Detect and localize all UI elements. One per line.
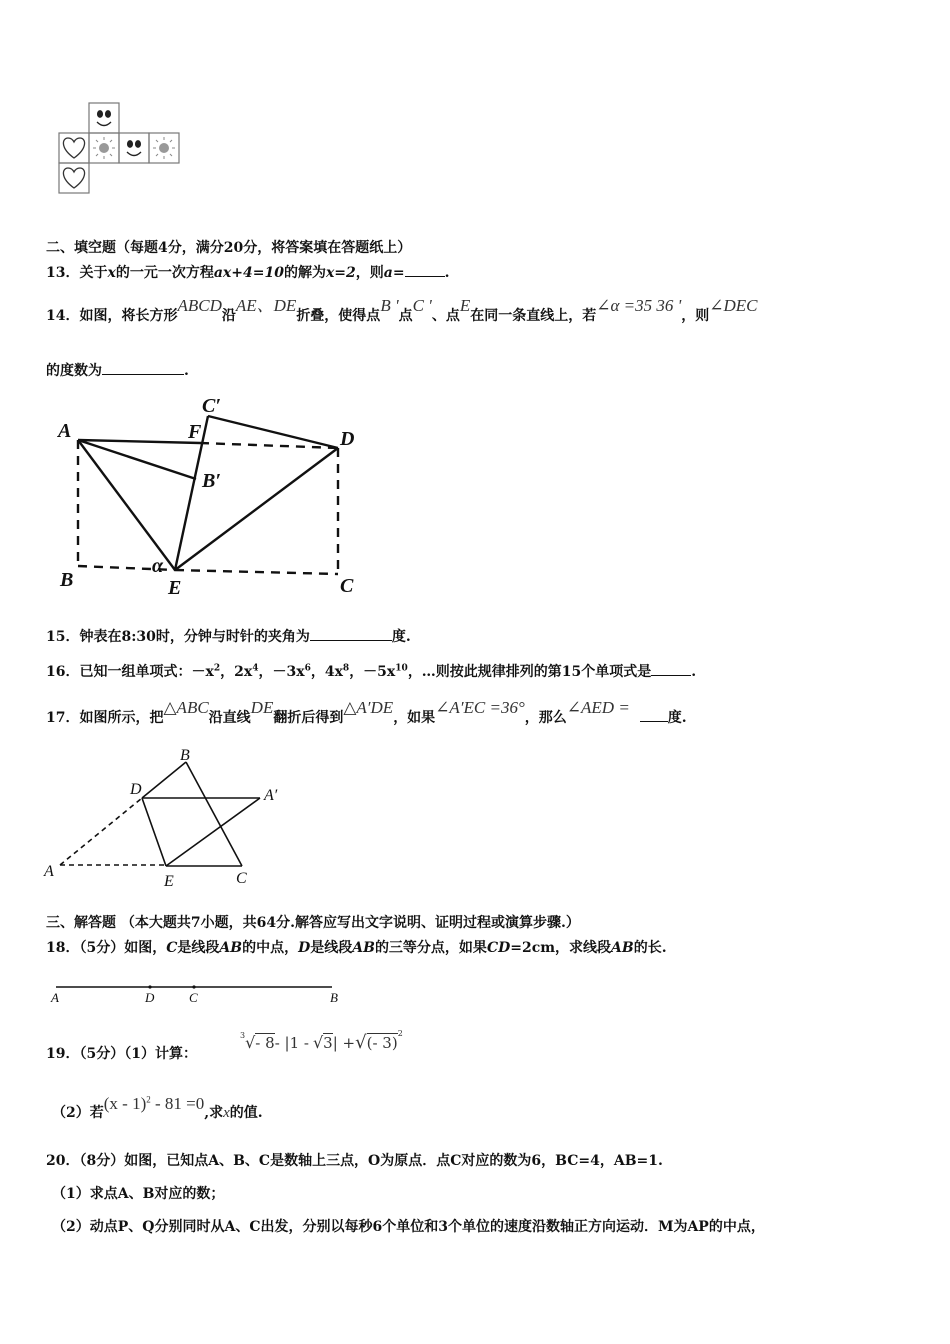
section2-heading: 二、填空题（每题4分，满分20分，将答案填在答题纸上）: [46, 240, 412, 256]
q13-var: a=: [383, 265, 405, 281]
question-20-part2: （2）动点P、Q分别同时从A、C出发，分别以每秒6个单位和3个单位的速度沿数轴正方向运动．M为AP的中点，: [52, 1219, 765, 1235]
q13-number: 13．: [46, 265, 80, 281]
q19-text: ,求: [204, 1105, 224, 1121]
q13-text: 关于: [79, 265, 108, 281]
answer-blank[interactable]: [640, 707, 668, 722]
q13-var: x: [107, 265, 116, 281]
q17-math: △ABC: [163, 698, 209, 717]
q16-term: ，－5x: [349, 664, 396, 680]
q18-text: 的三等分点，如果: [374, 940, 487, 956]
radicand: (- 3): [366, 1034, 398, 1052]
q14-text: 的度数为: [46, 363, 102, 379]
label-D: D: [130, 781, 142, 798]
label-B: B: [180, 747, 190, 764]
label-B: B: [330, 990, 338, 1005]
q18-segment-figure: [48, 980, 348, 1006]
q18-var: CD: [486, 940, 511, 956]
q14-math: ∠α =35 36 ': [596, 296, 682, 315]
question-16: [46, 661, 696, 681]
q17-number: 17．: [46, 710, 80, 726]
label-D: D: [340, 428, 355, 450]
q19-text: 的值.: [229, 1105, 263, 1121]
label-A: A: [58, 420, 72, 442]
q15-number: 15．: [46, 629, 80, 645]
q14-rectangle-fold-figure: [50, 390, 370, 605]
q16-exp: 10: [395, 663, 408, 674]
q15-text: 度.: [391, 629, 411, 645]
question-18: [46, 937, 667, 957]
q18-var: AB: [352, 940, 375, 956]
q18-var: AB: [611, 940, 634, 956]
q16-exp: 6: [304, 663, 311, 674]
q16-number: 16．: [46, 664, 80, 680]
label-D: D: [145, 990, 155, 1005]
q14-math: B ': [380, 296, 399, 315]
radical-sign-icon: √: [245, 1033, 256, 1052]
label-alpha: α: [152, 555, 164, 577]
q16-exp: 2: [213, 663, 221, 674]
q14-text: 沿: [221, 308, 236, 324]
q17-math: △A′DE: [343, 698, 394, 717]
q17-text: ，那么: [524, 710, 567, 726]
q18-text: 的中点，: [242, 940, 299, 956]
expr-part: - |1 -: [274, 1034, 309, 1052]
q14-math: C ': [412, 296, 432, 315]
q14-text: 、点: [431, 308, 460, 324]
q19-var: x: [223, 1105, 230, 1121]
smiley-icon: [127, 141, 141, 156]
q14-text: 点: [398, 308, 413, 324]
exponent: 2: [146, 1094, 151, 1105]
q18-text: 的长.: [633, 940, 667, 956]
radicand: 3: [323, 1034, 333, 1052]
q18-var: C: [166, 940, 178, 956]
cube-root-index: 3: [240, 1031, 246, 1040]
q17-text: 度.: [667, 710, 687, 726]
question-20-part1: （1）求点A、B对应的数；: [52, 1186, 225, 1202]
q16-term: ，2x: [220, 664, 253, 680]
answer-blank[interactable]: [651, 661, 691, 676]
q17-math: DE: [250, 698, 274, 717]
question-17: [46, 698, 687, 727]
label-A-prime: A′: [264, 787, 278, 804]
question-14: [46, 296, 758, 325]
question-15: [46, 626, 411, 646]
q17-math: ∠A′EC =36°: [435, 698, 525, 717]
q19-text: （2）若: [52, 1105, 104, 1121]
answer-blank[interactable]: [405, 262, 445, 277]
q15-text: 钟表在8:30时，分钟与时针的夹角为: [79, 629, 310, 645]
q16-term: －x: [191, 664, 214, 680]
label-E: E: [168, 577, 182, 599]
q13-text: ，则: [355, 265, 384, 281]
q18-text: （5分）如图，: [79, 940, 167, 956]
q18-var: D: [298, 940, 311, 956]
label-A: A: [44, 863, 54, 880]
q14-text: 如图，将长方形: [79, 308, 178, 324]
q16-term: ，－3x: [258, 664, 305, 680]
q16-exp: 4: [252, 663, 259, 674]
q17-text: 如图所示，把: [79, 710, 164, 726]
q13-solution: x=2: [325, 265, 356, 281]
question-13: [46, 262, 449, 282]
q16-text: 已知一组单项式：: [79, 664, 192, 680]
q16-end: .: [691, 664, 697, 680]
question-19-part1: [46, 1043, 197, 1063]
q17-text: ，如果: [393, 710, 436, 726]
label-C: C: [236, 870, 247, 887]
eq-part: (x - 1): [103, 1094, 147, 1113]
q13-text: 的一元一次方程: [115, 265, 214, 281]
eq-part: - 81 =0: [154, 1094, 205, 1113]
q14-math: ∠DEC: [709, 296, 758, 315]
q19-number: 19．: [46, 1046, 80, 1062]
q14-number: 14．: [46, 308, 80, 324]
label-F: F: [188, 421, 202, 443]
q18-text: =2cm，求线段: [510, 940, 612, 956]
q16-text: ，…则按此规律排列的第15个单项式是: [407, 664, 652, 680]
label-C: C: [340, 575, 354, 597]
q13-text: 的解为: [283, 265, 326, 281]
label-A: A: [51, 990, 59, 1005]
q14-math: E: [459, 296, 471, 315]
q14-text: 折叠，使得点: [296, 308, 381, 324]
label-B-prime: B′: [202, 470, 221, 492]
question-20: [46, 1150, 663, 1170]
question-14-line2: [46, 360, 189, 380]
q17-triangle-fold-figure: [40, 745, 300, 890]
q19-text: （5分）（1）计算：: [79, 1046, 197, 1062]
sun-icon: [93, 137, 115, 159]
q14-math: AE、DE: [235, 296, 297, 315]
q17-text: 翻折后得到: [273, 710, 344, 726]
label-C-prime: C′: [202, 395, 221, 417]
q20-number: 20．: [46, 1153, 80, 1169]
sun-icon: [153, 137, 175, 159]
q18-text: 是线段: [310, 940, 353, 956]
q17-math: ∠AED =: [566, 698, 630, 717]
heart-icon: [63, 168, 84, 188]
cube-net-figure: [56, 100, 188, 198]
radical-sign-icon: √: [312, 1033, 324, 1052]
section3-heading: 三、解答题 （本大题共7小题，共64分.解答应写出文字说明、证明过程或演算步骤.）: [46, 915, 580, 931]
q17-text: 沿直线: [208, 710, 251, 726]
label-C: C: [189, 990, 198, 1005]
q14-text: 在同一条直线上，若: [470, 308, 597, 324]
net-square-3: [119, 133, 149, 163]
expr-part: | +: [332, 1034, 356, 1052]
q19-equation: [104, 1094, 204, 1113]
q19-expression: [240, 1029, 403, 1053]
exponent: 2: [397, 1029, 403, 1038]
answer-blank[interactable]: [102, 360, 184, 375]
label-B: B: [60, 569, 74, 591]
q18-var: AB: [219, 940, 243, 956]
question-19-part2: [52, 1094, 263, 1122]
heart-icon: [63, 138, 84, 158]
net-square-top: [89, 103, 119, 133]
q20-text: （8分）如图，已知点A、B、C是数轴上三点，O为原点．点C对应的数为6，BC=4，AB=1.: [79, 1153, 663, 1169]
answer-blank[interactable]: [310, 626, 392, 641]
smiley-icon: [97, 111, 111, 126]
q14-end: .: [184, 363, 189, 379]
q14-text: ，则: [681, 308, 710, 324]
radicand: - 8: [255, 1034, 275, 1052]
q14-math: ABCD: [177, 296, 222, 315]
radical-sign-icon: √: [355, 1032, 367, 1053]
q13-end: .: [444, 265, 450, 281]
q16-term: ，4x: [310, 664, 343, 680]
q13-equation: ax+4=10: [213, 265, 284, 281]
label-E: E: [164, 873, 174, 890]
q16-exp: 8: [342, 663, 350, 674]
q18-text: 是线段: [177, 940, 220, 956]
q18-number: 18．: [46, 940, 80, 956]
